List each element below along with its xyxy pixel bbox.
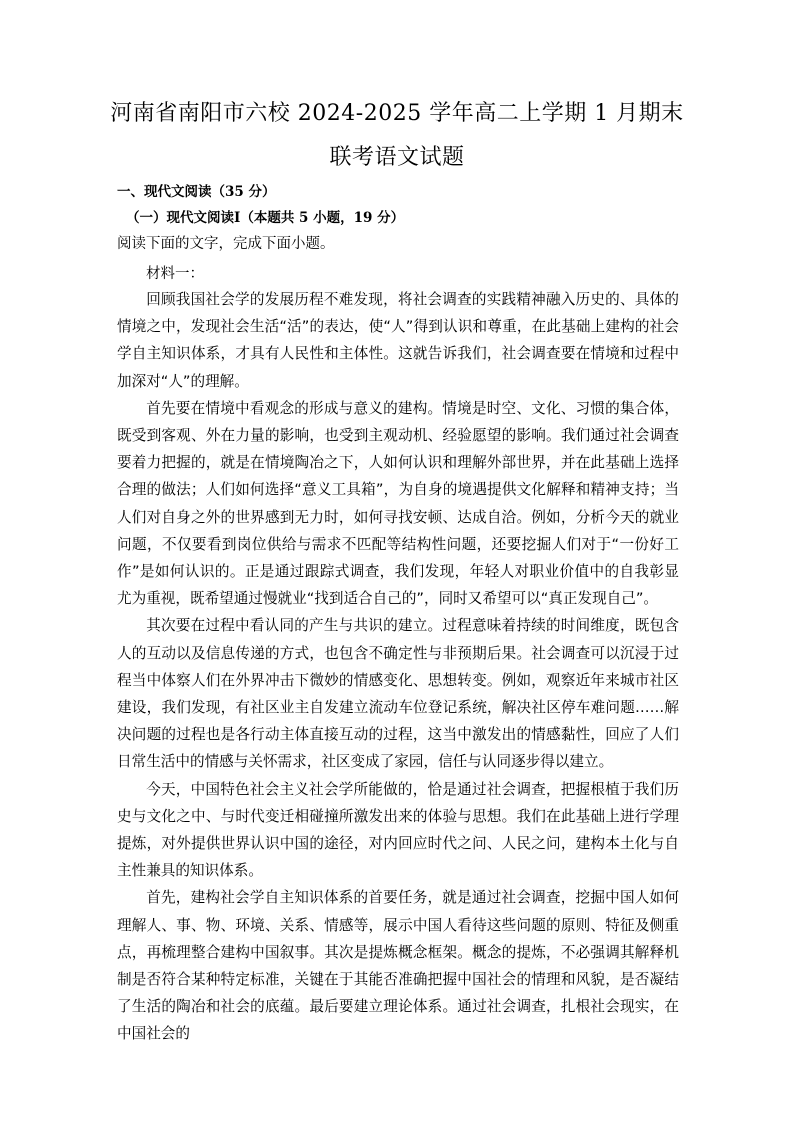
paragraph: 回顾我国社会学的发展历程不难发现，将社会调查的实践精神融入历史的、具体的情境之中，发现社会生活“活”的表达，使“人”得到认识和尊重，在此基础上建构的社会学自主知识体系，才具有人民性和主体性。这就告诉我们，社会调查要在情境和过程中加深对“人”的理解。: [117, 291, 679, 390]
document-subtitle: 联考语文试题: [329, 145, 465, 170]
passage-body: [117, 286, 679, 1048]
subsection-heading: （一）现代文阅读Ⅰ（本题共 5 小题，19 分）: [126, 210, 405, 226]
material-label: 材料一：: [146, 266, 204, 282]
instruction-text: 阅读下面的文字，完成下面小题。: [117, 236, 335, 252]
document-title: 河南省南阳市六校 2024-2025 学年高二上学期 1 月期末: [110, 101, 684, 126]
paragraph: 今天，中国特色社会主义社会学所能做的，恰是通过社会调查，把握根植于我们历史与文化之中、与时代变迁相碰撞所激发出来的体验与思想。我们在此基础上进行学理提炼，对外提供世界认识中国的途径，对内回应时代之问、人民之问，建构本土化与自主性兼具的知识体系。: [117, 780, 679, 880]
paragraph: 其次要在过程中看认同的产生与共识的建立。过程意味着持续的时间维度，既包含人的互动以及信息传递的方式，也包含不确定性与非预期后果。社会调查可以沉浸于过程当中体察人们在外界冲击下微妙的情感变化、思想转变。例如，观察近年来城市社区建设，我们发现，有社区业主自发建立流动车位登记系统，解决社区停车难问题……解决问题的过程也是各行动主体直接互动的过程，这当中激发出的情感黏性，回应了人们日常生活中的情感与关怀需求，社区变成了家园，信任与认同逐步得以建立。: [117, 617, 679, 771]
paragraph: 首先要在情境中看观念的形成与意义的建构。情境是时空、文化、习惯的集合体，既受到客观、外在力量的影响，也受到主观动机、经验愿望的影响。我们通过社会调查要着力把握的，就是在情境陶冶之下，人如何认识和理解外部世界，并在此基础上选择合理的做法；人们如何选择“意义工具箱”，为自身的境遇提供文化解释和精神支持；当人们对自身之外的世界感到无力时，如何寻找安顿、达成自洽。例如，分析今天的就业问题，不仅要看到岗位供给与需求不匹配等结构性问题，还要挖掘人们对于“一份好工作”是如何认识的。正是通过跟踪式调查，我们发现，年轻人对职业价值中的自我彰显尤为重视，既希望通过慢就业“找到适合自己的”，同时又希望可以“真正发现自己”。: [117, 399, 679, 608]
paragraph: 首先，建构社会学自主知识体系的首要任务，就是通过社会调查，挖掘中国人如何理解人、事、物、环境、关系、情感等，展示中国人看待这些问题的原则、特征及侧重点，再梳理整合建构中国叙事。其次是提炼概念框架。概念的提炼，不必强调其解释机制是否符合某种特定标准，关键在于其能否准确把握中国社会的情理和风貌，是否凝结了生活的陶冶和社会的底蕴。最后要建立理论体系。通过社会调查，扎根社会现实，在中国社会的: [117, 889, 679, 1043]
section-heading: 一、现代文阅读（35 分）: [117, 184, 276, 200]
